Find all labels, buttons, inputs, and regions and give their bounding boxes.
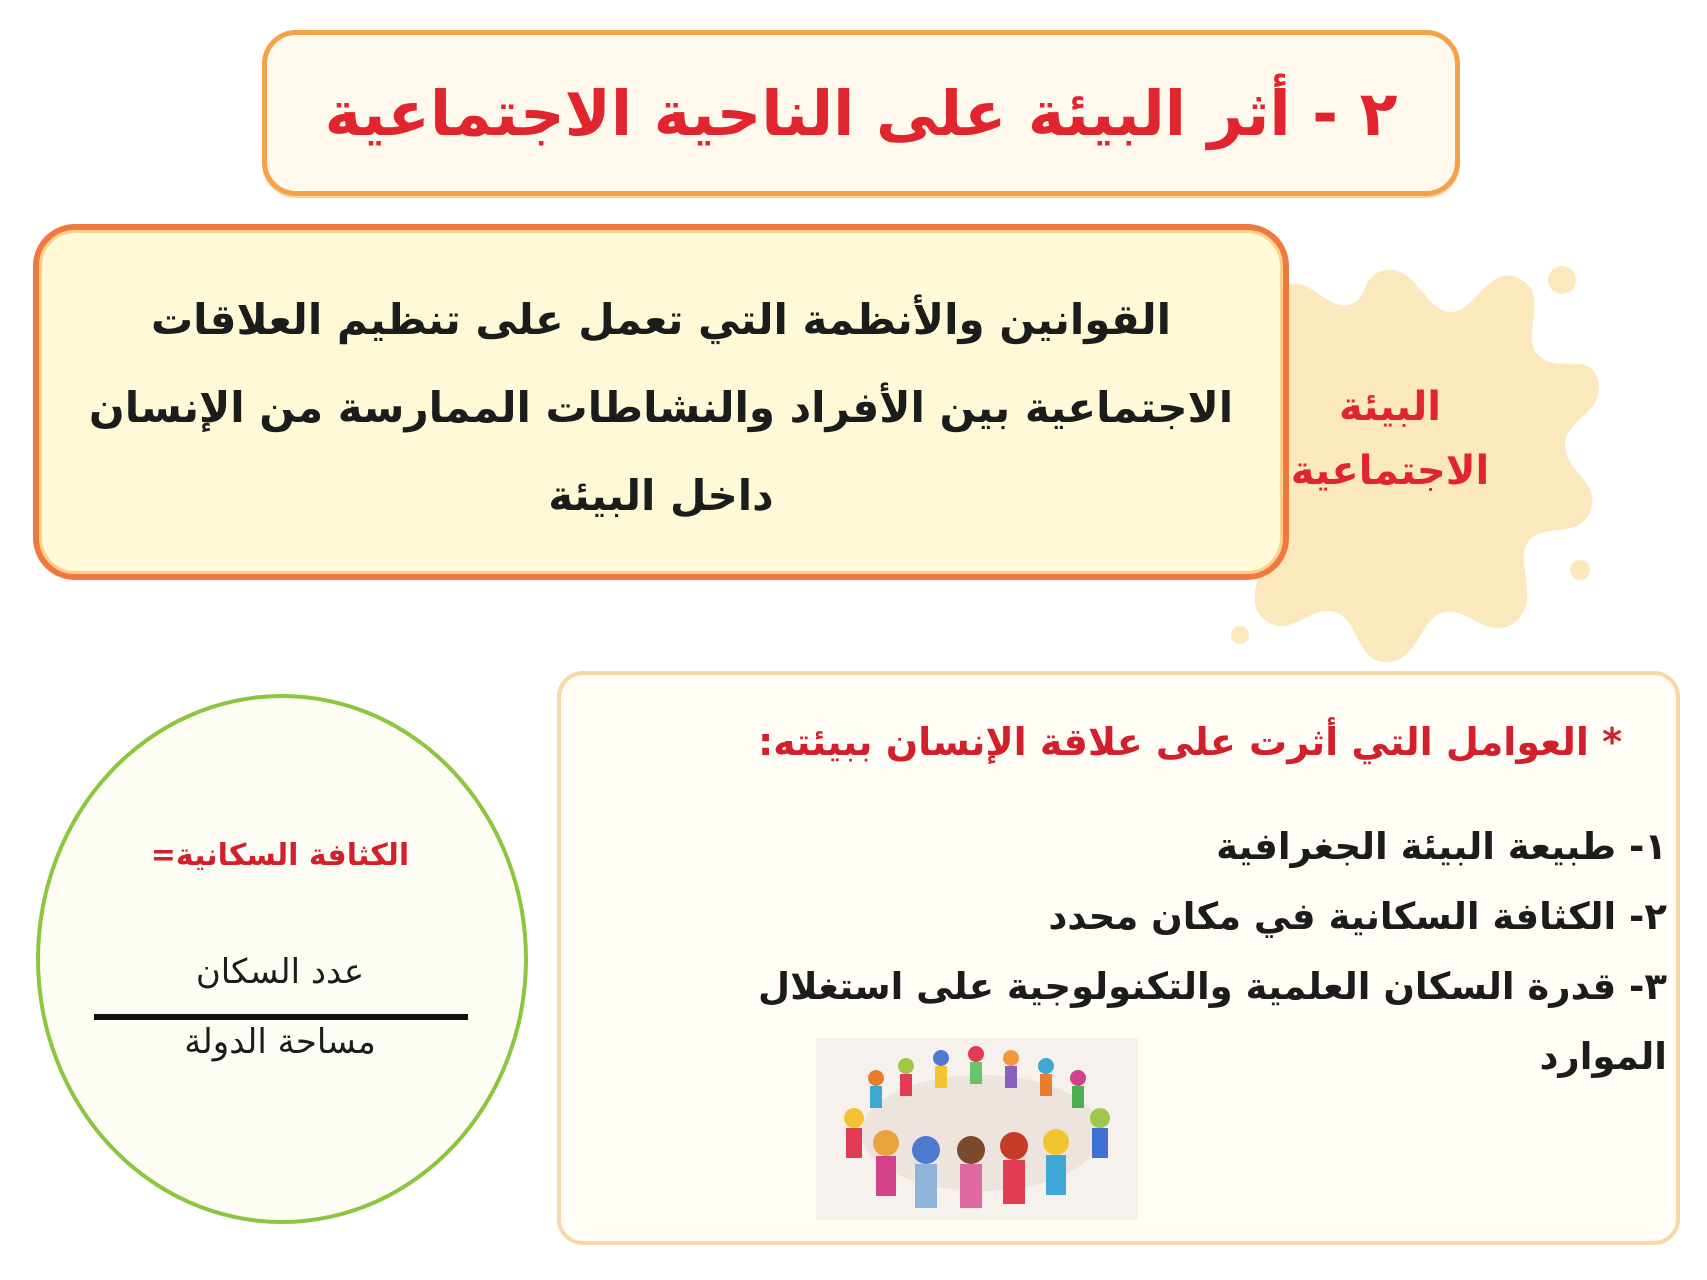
fraction-line	[94, 1014, 468, 1020]
title-banner	[262, 30, 1460, 196]
definition-card	[33, 224, 1289, 580]
formula-numerator: عدد السكان	[195, 952, 365, 992]
splash-label-line2: الاجتماعية	[1290, 448, 1490, 494]
factors-list	[627, 812, 1667, 1092]
factors-heading: * العوامل التي أثرت على علاقة الإنسان ببيئته:	[757, 720, 1622, 764]
formula-denominator: مساحة الدولة	[184, 1022, 376, 1062]
page-title: ٢ - أثر البيئة على الناحية الاجتماعية	[324, 76, 1398, 150]
formula-title: الكثافة السكانية=	[150, 838, 410, 873]
factor-item-2: ٢- الكثافة السكانية في مكان محدد	[1048, 895, 1667, 938]
factor-item-3: ٣- قدرة السكان العلمية والتكنولوجية على استغلال الموارد	[758, 965, 1667, 1078]
definition-text: القوانين والأنظمة التي تعمل على تنظيم العلاقات الاجتماعية بين الأفراد والنشاطات الممارسة من الإنسان داخل البيئة	[88, 295, 1234, 520]
people-circle-illustration	[816, 1038, 1138, 1220]
splash-label	[1240, 375, 1540, 503]
splash-label-line1: البيئة	[1339, 384, 1441, 430]
factor-item-1: ١- طبيعة البيئة الجغرافية	[1216, 825, 1667, 868]
